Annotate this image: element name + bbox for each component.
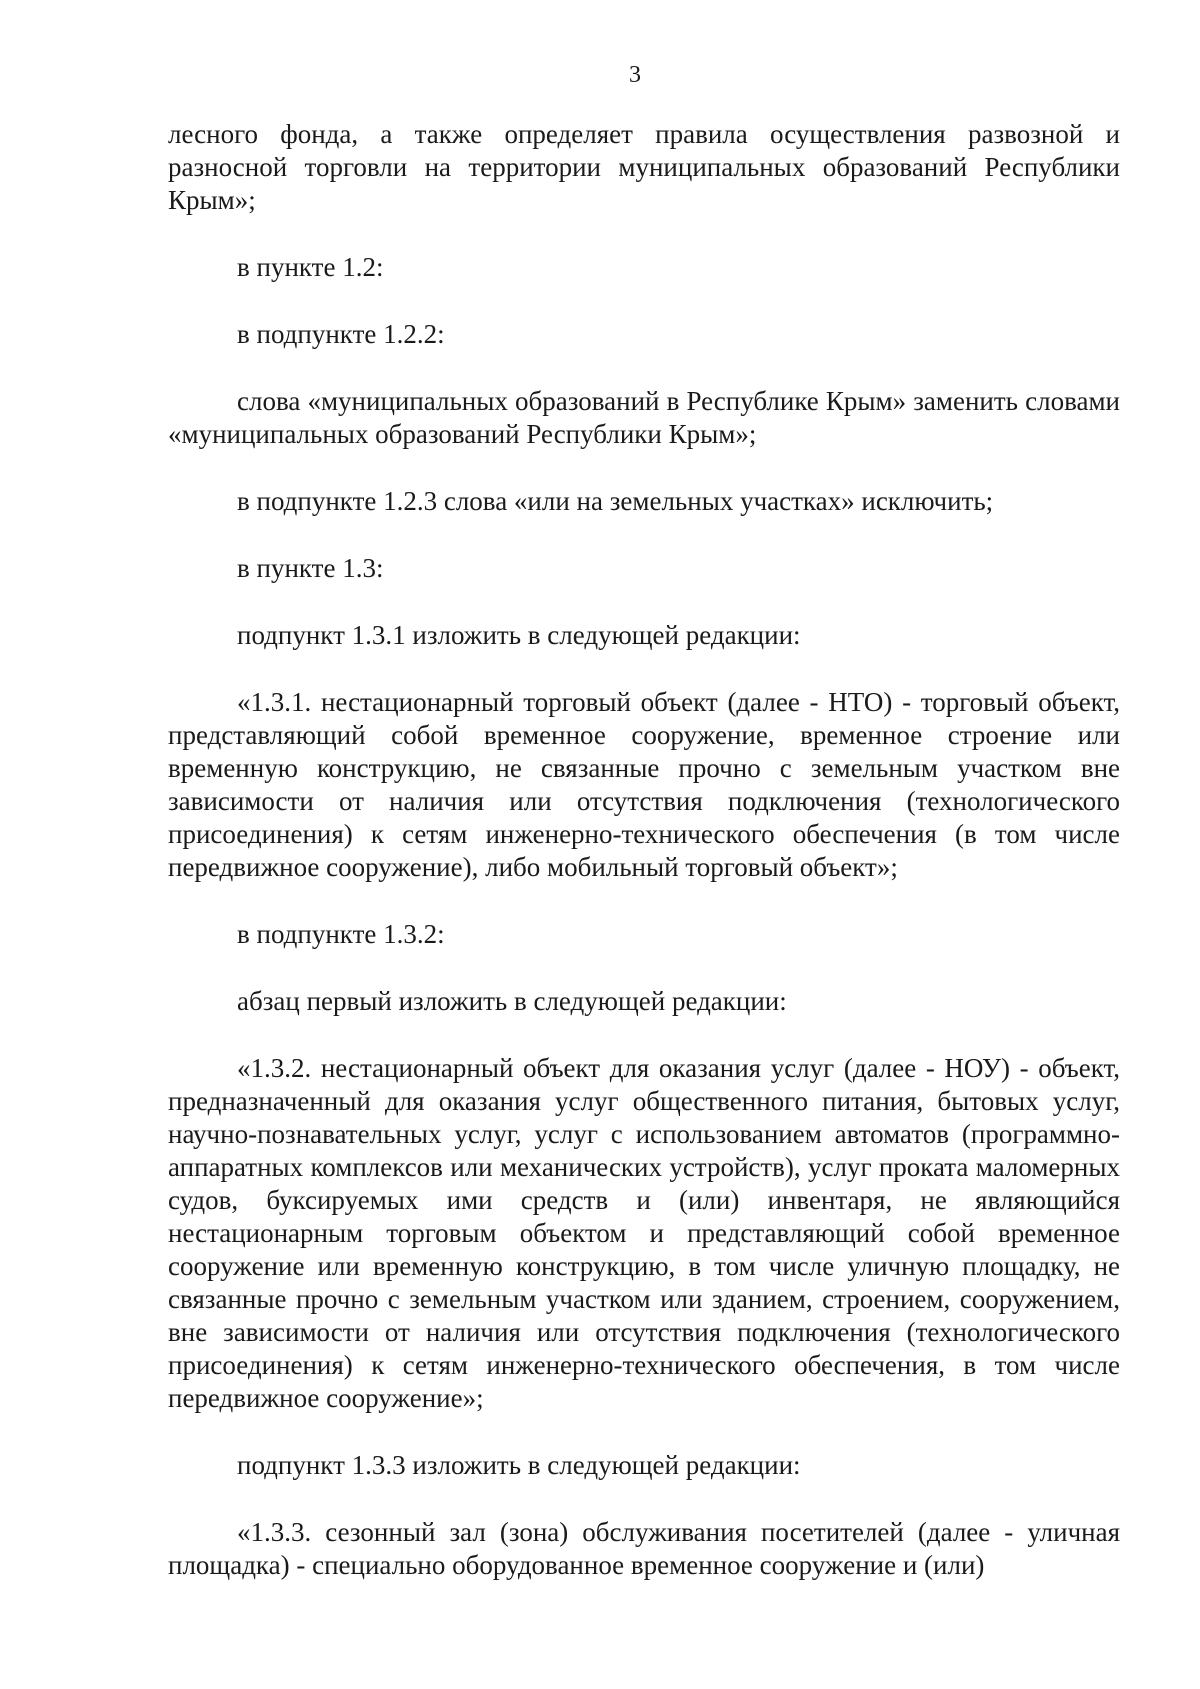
paragraph-subitem-1-3-2: в подпункте 1.3.2: [237, 919, 445, 949]
paragraph-subitem-1-3-3-intro: подпункт 1.3.3 изложить в следующей редакции: [237, 1450, 801, 1480]
paragraph-subitem-1-2-2: в подпункте 1.2.2: [237, 319, 445, 349]
paragraph-definition-nou: «1.3.2. нестационарный объект для оказания услуг (далее - НОУ) - объект, предназначенный для оказания услуг общественного питания, бытовых услуг, научно-познавательных услуг, услуг с использованием автоматов (программно-аппаратных комплексов или механических устройств), услуг проката маломерных судов, буксируемых ими средств и (или) инвентаря, не являющийся нестационарным торговым объектом и представляющий собой временное сооружение или временную конструкцию, в том числе уличную площадку, не связанные прочно с земельным участком или зданием, строением, сооружением, вне зависимости от наличия или отсутствия подключения (технологического присоединения) к сетям инженерно-технического обеспечения, в том числе передвижное сооружение»; [168, 1053, 1120, 1413]
paragraph-item-1-3: в пункте 1.3: [237, 553, 384, 583]
paragraph-replace-words: слова «муниципальных образований в Республике Крым» заменить словами «муниципальных образований Республики Крым»; [168, 386, 1120, 449]
paragraph-definition-seasonal-hall: «1.3.3. сезонный зал (зона) обслуживания посетителей (далее - уличная площадка) - специально оборудованное временное сооружение и (или) [168, 1517, 1120, 1580]
paragraph-subitem-1-3-1-intro: подпункт 1.3.1 изложить в следующей редакции: [237, 620, 801, 650]
paragraph-first-abzac: абзац первый изложить в следующей редакции: [237, 986, 787, 1016]
page-number: 3 [629, 62, 641, 88]
paragraph-definition-nto: «1.3.1. нестационарный торговый объект (далее - НТО) - торговый объект, представляющий собой временное сооружение, временное строение или временную конструкцию, не связанные прочно с земельным участком вне зависимости от наличия или отсутствия подключения (технологического присоединения) к сетям инженерно-технического обеспечения (в том числе передвижное сооружение), либо мобильный торговый объект»; [168, 687, 1120, 882]
paragraph-subitem-1-2-3: в подпункте 1.2.3 слова «или на земельных участках» исключить; [237, 486, 994, 516]
document-body [168, 118, 1120, 1616]
paragraph-item-1-2: в пункте 1.2: [237, 252, 384, 282]
paragraph-continuation: лесного фонда, а также определяет правила осуществления развозной и разносной торговли на территории муниципальных образований Республики Крым»; [168, 119, 1120, 215]
